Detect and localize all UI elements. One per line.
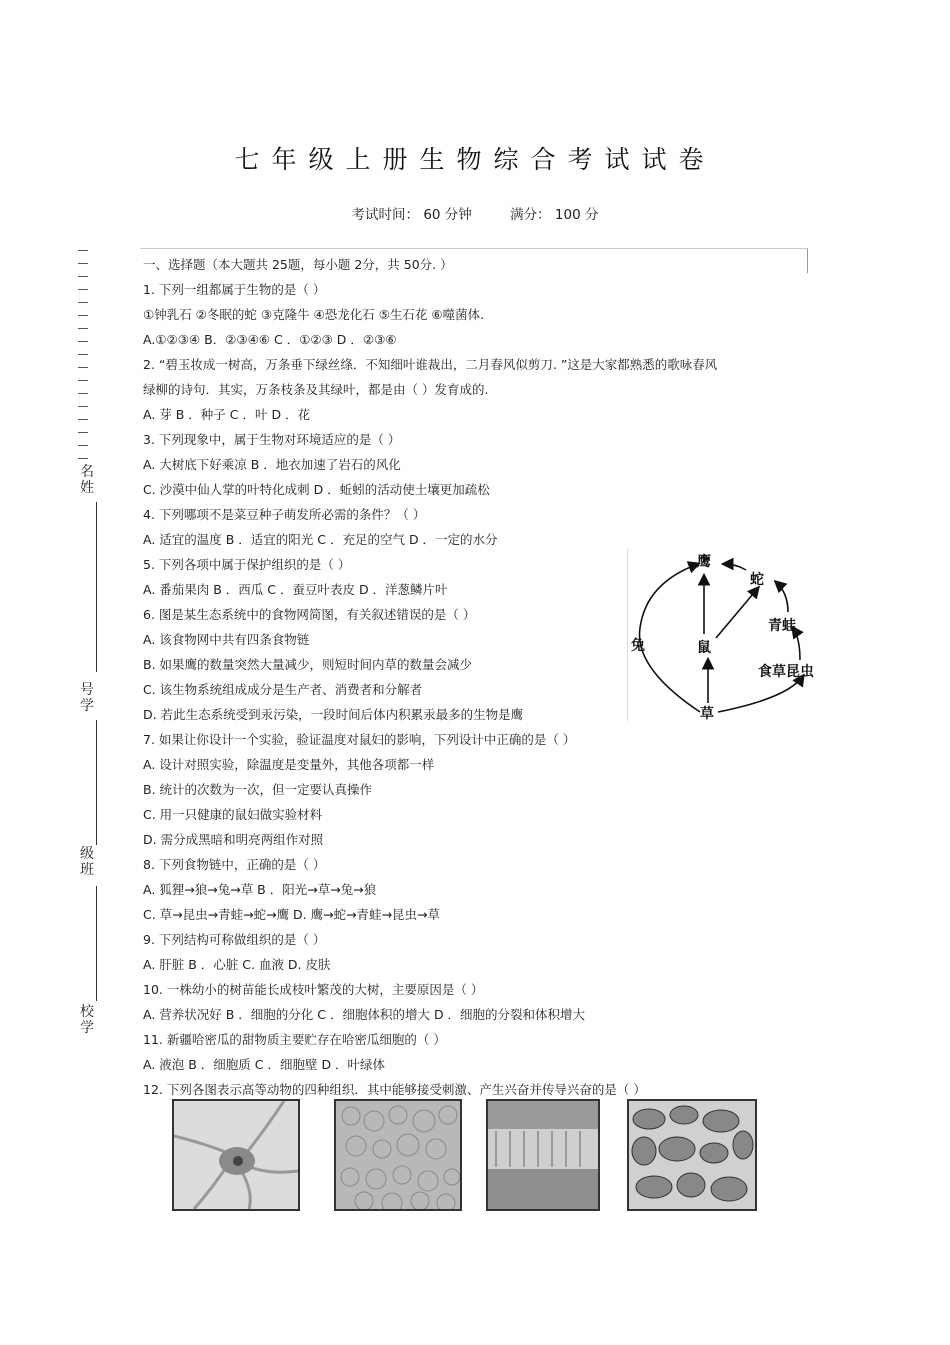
binding-label-class: 级 班 <box>80 846 94 878</box>
binding-label-number: 号 学 <box>80 682 94 714</box>
food-web-mouse: 鼠 <box>697 640 711 656</box>
answer-options: A. 芽 B ．种子 C ．叶 D ．花 <box>143 407 311 422</box>
question-text: 4. 下列哪项不是菜豆种子萌发所必需的条件？（ ） <box>143 507 426 522</box>
nerve-tissue-image <box>172 1099 300 1211</box>
binding-margin <box>74 250 108 1050</box>
answer-options: D. 若此生态系统受到汞污染，一段时间后体内积累汞最多的生物是鹰 <box>143 707 524 722</box>
question-text: 8. 下列食物链中，正确的是（ ） <box>143 857 326 872</box>
muscle-tissue-image <box>334 1099 462 1211</box>
question-text: 5. 下列各项中属于保护组织的是（ ） <box>143 557 351 572</box>
question-text: 7. 如果让你设计一个实验，验证温度对鼠妇的影响，下列设计中正确的是（ ） <box>143 732 576 747</box>
answer-options: A. 番茄果肉 B ．西瓜 C ．蚕豆叶表皮 D ．洋葱鳞片叶 <box>143 582 448 597</box>
epithelial-tissue-image <box>486 1099 600 1211</box>
answer-options: C. 草→昆虫→青蛙→蛇→鹰 D. 鹰→蛇→青蛙→昆虫→草 <box>143 907 441 922</box>
answer-options: D. 需分成黑暗和明亮两组作对照 <box>143 832 324 847</box>
question-text: 绿柳的诗句．其实，万条枝条及其绿叶，都是由（ ）发育成的. <box>143 382 489 397</box>
binding-line <box>96 886 97 1001</box>
exam-title: 七年级上册生物综合考试试卷 <box>234 145 716 174</box>
food-web-eagle: 鹰 <box>697 554 711 570</box>
food-web-snake: 蛇 <box>750 572 764 588</box>
food-web-figure <box>627 548 828 721</box>
answer-options: C. 沙漠中仙人掌的叶特化成刺 D ．蚯蚓的活动使土壤更加疏松 <box>143 482 490 497</box>
binding-line <box>96 502 97 672</box>
question-text: 10. 一株幼小的树苗能长成枝叶繁茂的大树，主要原因是（ ） <box>143 982 484 997</box>
answer-options: B. 统计的次数为一次，但一定要认真操作 <box>143 782 373 797</box>
question-text: 2. “碧玉妆成一树高，万条垂下绿丝绦．不知细叶谁裁出，二月春风似剪刀. ”这是大家都熟悉的歌咏春风 <box>143 357 718 372</box>
food-web-insect: 食草昆虫 <box>758 664 814 680</box>
binding-line <box>96 720 97 845</box>
binding-label-name: 名 姓 <box>80 464 94 496</box>
question-text: 3. 下列现象中，属于生物对环境适应的是（ ） <box>143 432 401 447</box>
question-text: 12. 下列各图表示高等动物的四种组织．其中能够接受刺激、产生兴奋并传导兴奋的是（ ） <box>143 1082 646 1097</box>
answer-options: A. 营养状况好 B ．细胞的分化 C ．细胞体积的增大 D ．细胞的分裂和体积增大 <box>143 1007 586 1022</box>
answer-options: C. 用一只健康的鼠妇做实验材料 <box>143 807 323 822</box>
answer-options: A. 狐狸→狼→兔→草 B ．阳光→草→兔→狼 <box>143 882 377 897</box>
answer-options: A. 该食物网中共有四条食物链 <box>143 632 310 647</box>
section-heading: 一、选择题（本大题共 25题，每小题 2分，共 50分. ） <box>143 257 453 272</box>
answer-options: A. 适宜的温度 B ．适宜的阳光 C ．充足的空气 D ．一定的水分 <box>143 532 498 547</box>
food-web-rabbit: 兔 <box>631 638 645 654</box>
answer-options: A. 肝脏 B ．心脏 C. 血液 D. 皮肤 <box>143 957 331 972</box>
binding-dashes <box>78 250 88 460</box>
answer-options: A. 大树底下好乘凉 B ．地衣加速了岩石的风化 <box>143 457 401 472</box>
question-text: 9. 下列结构可称做组织的是（ ） <box>143 932 326 947</box>
food-web-grass: 草 <box>700 706 714 721</box>
food-web-frog: 青蛙 <box>768 618 796 634</box>
answer-options: A. 设计对照实验，除温度是变量外，其他各项都一样 <box>143 757 435 772</box>
exam-time: 考试时间： 60 分钟 <box>351 207 472 223</box>
binding-label-school: 校 学 <box>80 1004 94 1036</box>
question-text: 1. 下列一组都属于生物的是（ ） <box>143 282 326 297</box>
exam-meta <box>0 203 950 223</box>
tissue-images <box>0 1097 950 1217</box>
question-text: ①钟乳石 ②冬眠的蛇 ③克隆牛 ④恐龙化石 ⑤生石花 ⑥噬菌体. <box>143 307 485 322</box>
answer-options: C. 该生物系统组成成分是生产者、消费者和分解者 <box>143 682 423 697</box>
question-text: 6. 图是某生态系统中的食物网简图，有关叙述错误的是（ ） <box>143 607 476 622</box>
answer-options: B. 如果鹰的数量突然大量减少，则短时间内草的数量会减少 <box>143 657 473 672</box>
exam-score: 满分： 100 分 <box>510 207 599 223</box>
answer-options: A. 液泡 B ．细胞质 C ．细胞壁 D ．叶绿体 <box>143 1057 386 1072</box>
answer-options: A.①②③④ B．②③④⑥ C ．①②③ D ．②③⑥ <box>143 332 397 347</box>
question-text: 11. 新疆哈密瓜的甜物质主要贮存在哈密瓜细胞的（ ） <box>143 1032 446 1047</box>
connective-tissue-image <box>627 1099 757 1211</box>
